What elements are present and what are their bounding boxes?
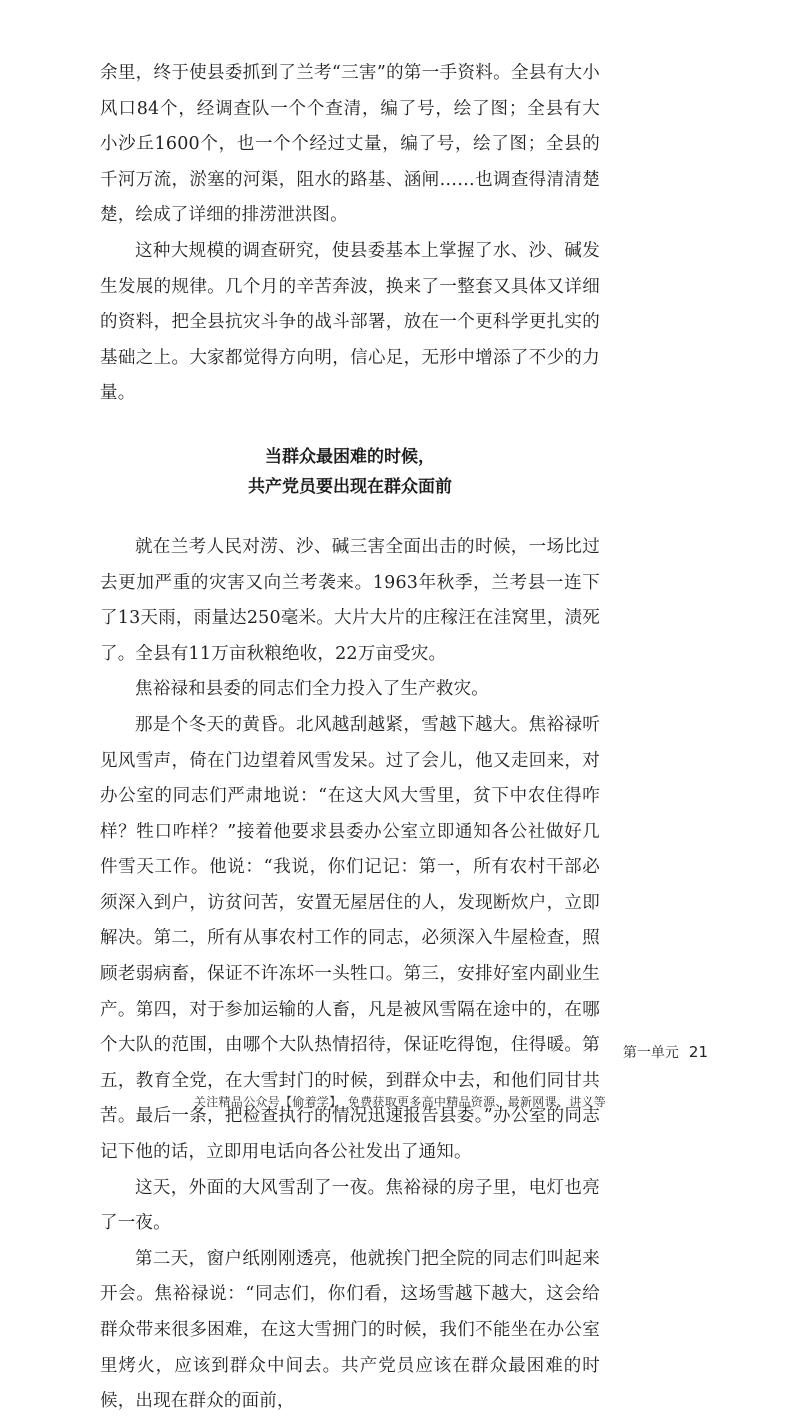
page-number: 21 <box>688 1043 708 1061</box>
paragraph: 这天，外面的大风雪刮了一夜。焦裕禄的房子里，电灯也亮了一夜。 <box>100 1177 600 1234</box>
paragraph: 焦裕禄和县委的同志们全力投入了生产救灾。 <box>135 679 489 700</box>
promo-footer-note: 关注精品公众号【偷着学】，免费获取更多高中精品资源、最新网课、讲义等 <box>193 1095 607 1109</box>
unit-label: 第一单元 <box>622 1045 679 1061</box>
section-heading <box>100 442 600 502</box>
section-heading-line-2: 共产党员要出现在群众面前 <box>248 476 452 497</box>
paragraph: 余里，终于使县委抓到了兰考“三害”的第一手资料。全县有大小风口84个，经调查队一个个查清，编了号，绘了图；全县有大小沙丘1600个，也一个个经过丈量，编了号，绘了图；全县的千河万流，淤塞的河渠，阻水的路基、涵闸……也调查得清清楚楚，绘成了详细的排涝泄洪图。 <box>100 63 600 226</box>
section-heading-line-1: 当群众最困难的时候， <box>265 446 435 467</box>
page-body <box>100 56 600 1420</box>
paragraph: 就在兰考人民对涝、沙、碱三害全面出击的时候，一场比过去更加严重的灾害又向兰考袭来。1963年秋季，兰考县一连下了13天雨，雨量达250毫米。大片大片的庄稼汪在洼窝里，渍死了。全县有11万亩秋粮绝收，22万亩受灾。 <box>100 536 600 664</box>
page-footer <box>623 1042 708 1062</box>
paragraph: 那是个冬天的黄昏。北风越刮越紧，雪越下越大。焦裕禄听见风雪声，倚在门边望着风雪发呆。过了会儿，他又走回来，对办公室的同志们严肃地说：“在这大风大雪里，贫下中农住得咋样？牲口咋样？”接着他要求县委办公室立即通知各公社做好几件雪天工作。他说：“我说，你们记记：第一，所有农村干部必须深入到户，访贫问苦，安置无屋居住的人，发现断炊户，立即解决。第二，所有从事农村工作的同志，必须深入牛屋检查，照顾老弱病畜，保证不许冻坏一头牲口。第三，安排好室内副业生产。第四，对于参加运输的人畜，凡是被风雪隔在途中的，在哪个大队的范围，由哪个大队热情招待，保证吃得饱，住得暖。第五，教育全党，在大雪封门的时候，到群众中去，和他们同甘共苦。最后一条，把检查执行的情况迅速报告县委。”办公室的同志记下他的话，立即用电话向各公社发出了通知。 <box>100 714 600 1163</box>
paragraph: 这种大规模的调查研究，使县委基本上掌握了水、沙、碱发生发展的规律。几个月的辛苦奔波，换来了一整套又具体又详细的资料，把全县抗灾斗争的战斗部署，放在一个更科学更扎实的基础之上。大家都觉得方向明，信心足，无形中增添了不少的力量。 <box>100 240 600 404</box>
paragraph: 第二天，窗户纸刚刚透亮，他就挨门把全院的同志们叫起来开会。焦裕禄说：“同志们，你们看，这场雪越下越大，这会给群众带来很多困难，在这大雪拥门的时候，我们不能坐在办公室里烤火，应该到群众中间去。共产党员应该在群众最困难的时候，出现在群众的面前， <box>100 1248 600 1412</box>
